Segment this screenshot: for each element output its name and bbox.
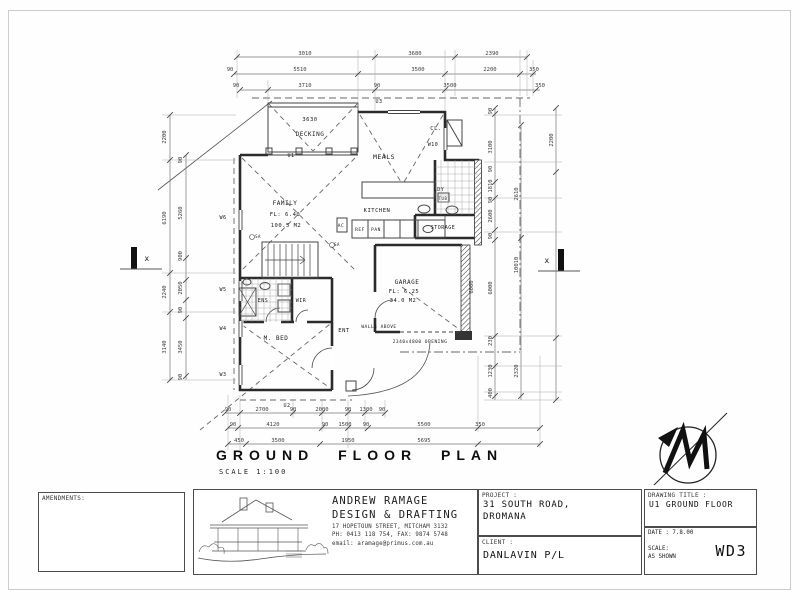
drawing-scale-value: AS SHOWN [648, 554, 676, 560]
tile-grid [240, 160, 478, 322]
drawing-title-label: DRAWING TITLE : [648, 492, 707, 499]
dimension-label: 90 [362, 422, 370, 428]
dimension-label: 90 [488, 165, 494, 173]
firm-name-line2: DESIGN & DRAFTING [332, 509, 459, 521]
dimension-label: 90 [224, 407, 232, 413]
plan-label: CL. [430, 126, 442, 132]
dimension-label: 3450 [178, 340, 184, 354]
dimension-label: 90 [178, 306, 184, 314]
dimension-label: 350 [529, 67, 539, 73]
dimension-label: 2240 [162, 285, 168, 299]
plan-label: x [144, 254, 150, 263]
drawing-info-box [644, 527, 757, 575]
plan-label: W3 [219, 372, 227, 378]
plan-label: DECKING [295, 131, 325, 138]
dimension-label: 3680 [408, 51, 422, 57]
dimension-label: 3100 [488, 140, 494, 154]
project-line1: 31 SOUTH ROAD, [483, 500, 571, 510]
dimension-label: 2320 [514, 364, 520, 378]
dimension-label: 90 [488, 107, 494, 115]
dimension-label: 3500 [443, 83, 457, 89]
dimension-label: 3140 [162, 340, 168, 354]
dimension-label: 350 [535, 83, 545, 89]
dimension-label: 2600 [488, 209, 494, 223]
dimension-label: 2390 [485, 51, 499, 57]
dimension-label: 90 [226, 67, 234, 73]
dimension-label: 230 [488, 336, 494, 346]
plan-label: U2 [283, 403, 291, 409]
dimension-label: 90 [373, 83, 381, 89]
firm-text [330, 490, 461, 574]
dimension-label: 3500 [411, 67, 425, 73]
plan-label: 100.5 M2 [270, 223, 302, 229]
dimension-label: 90 [344, 407, 352, 413]
drawing-scale-label: SCALE: [648, 546, 669, 552]
extension-lines [162, 50, 562, 450]
plan-scale-note: SCALE 1:100 [219, 468, 288, 476]
plan-label: U3 [375, 99, 383, 105]
dimension-label: 2200 [549, 133, 555, 147]
firm-box [193, 489, 478, 575]
dimension-label: 5500 [417, 422, 431, 428]
dimension-label: 900 [178, 251, 184, 261]
dimension-label: 1500 [338, 422, 352, 428]
plan-label: FL: 6.40 [269, 212, 301, 218]
plan-label: SA [334, 242, 340, 247]
plan-label: FL: 6.25 [388, 289, 420, 295]
drawing-title: U1 GROUND FLOOR [649, 500, 734, 509]
drawing-date: DATE : 7.8.00 [648, 530, 694, 536]
plan-label: LDY [433, 187, 445, 193]
dimension-label: 3710 [298, 83, 312, 89]
plan-label: W5 [219, 287, 227, 293]
drawing-number: WD3 [715, 542, 747, 560]
dimension-label: 10010 [514, 256, 520, 274]
dimension-label: 3010 [298, 51, 312, 57]
dimension-label: 1230 [488, 364, 494, 378]
plan-label: TUB [438, 196, 448, 201]
firm-phone: PH: 0413 118 754, FAX: 9874 5748 [332, 532, 448, 538]
plan-label: 2340x4800 OPENING [392, 340, 448, 345]
dimension-label: 2000 [315, 407, 329, 413]
dimension-label: 450 [234, 438, 244, 444]
dimension-label: 3500 [271, 438, 285, 444]
plan-label: ENS [257, 298, 269, 304]
construction-lines [158, 101, 430, 396]
roof-outline-dashed [200, 98, 530, 430]
dimension-label: 6000 [469, 280, 475, 294]
dimension-label: 2200 [483, 67, 497, 73]
dimension-label: 400 [488, 388, 494, 398]
dimension-label: 5695 [417, 438, 431, 444]
dimension-label: 90 [289, 407, 297, 413]
client-box [478, 536, 642, 575]
dimension-label: 1300 [359, 407, 373, 413]
dimension-label: 2050 [178, 281, 184, 295]
dimension-label: 90 [178, 156, 184, 164]
plan-label: GARAGE [394, 279, 420, 286]
walls [240, 112, 478, 390]
plan-label: FAMILY [272, 200, 298, 207]
plan-label: W6 [219, 215, 227, 221]
dimension-label: 2610 [514, 187, 520, 201]
plan-label: 3630 [302, 117, 318, 123]
dimension-label: 90 [378, 407, 386, 413]
plan-label: 34.0 M2 [389, 298, 417, 304]
dimension-label: 350 [475, 422, 485, 428]
firm-address: 17 HOPETOUN STREET, MITCHAM 3132 [332, 523, 448, 530]
plan-label: WALLS ABOVE [361, 325, 397, 330]
plan-label: W4 [219, 326, 227, 332]
firm-email: email: aramage@primus.com.au [332, 540, 434, 547]
drawing-title-box [644, 489, 757, 527]
dimension-label: 4120 [266, 422, 280, 428]
plan-label: WIR [295, 298, 307, 304]
project-box [478, 489, 642, 536]
north-arrow [650, 413, 727, 485]
dimension-label: 5510 [293, 67, 307, 73]
dimension-label: 90 [321, 422, 329, 428]
amendments-box [38, 492, 185, 572]
dimension-label: 90 [488, 232, 494, 240]
client-label: CLIENT : [482, 539, 514, 546]
firm-name-line1: ANDREW RAMAGE [332, 495, 429, 507]
dimension-label: 5260 [178, 206, 184, 220]
plan-label: W10 [427, 142, 439, 148]
dimension-label: 2700 [255, 407, 269, 413]
dimension-label: 2200 [162, 130, 168, 144]
plan-label: KITCHEN [363, 208, 391, 214]
plan-label: ENT [338, 328, 350, 334]
dimension-label: 1950 [341, 438, 355, 444]
plan-label: STORAGE [430, 225, 456, 231]
house-sketch [194, 490, 330, 572]
plan-label: SA [255, 234, 261, 239]
plan-title: GROUND FLOOR PLAN [216, 447, 504, 463]
amendments-label: AMENDMENTS: [42, 495, 86, 502]
dimension-label: 1810 [488, 179, 494, 193]
dimension-label: 90 [232, 83, 240, 89]
plan-label: AC [337, 224, 345, 229]
dimension-label: 6000 [488, 281, 494, 295]
plan-label: x [544, 256, 550, 265]
plan-label: MEALS [372, 153, 396, 161]
project-label: PROJECT : [482, 492, 518, 499]
plan-label: M. BED [263, 335, 289, 342]
dimension-label: 6190 [162, 211, 168, 225]
client-name: DANLAVIN P/L [483, 550, 565, 561]
plan-label: REF [355, 228, 365, 233]
section-marker-left [120, 247, 162, 269]
project-line2: DROMANA [483, 512, 527, 522]
dimension-label: 90 [488, 196, 494, 204]
plan-label: U1 [287, 153, 295, 159]
plan-label: PAN [371, 228, 381, 233]
hatched-wall-laundry [475, 160, 482, 245]
dimension-label: 90 [178, 373, 184, 381]
dimension-label: 90 [229, 422, 237, 428]
